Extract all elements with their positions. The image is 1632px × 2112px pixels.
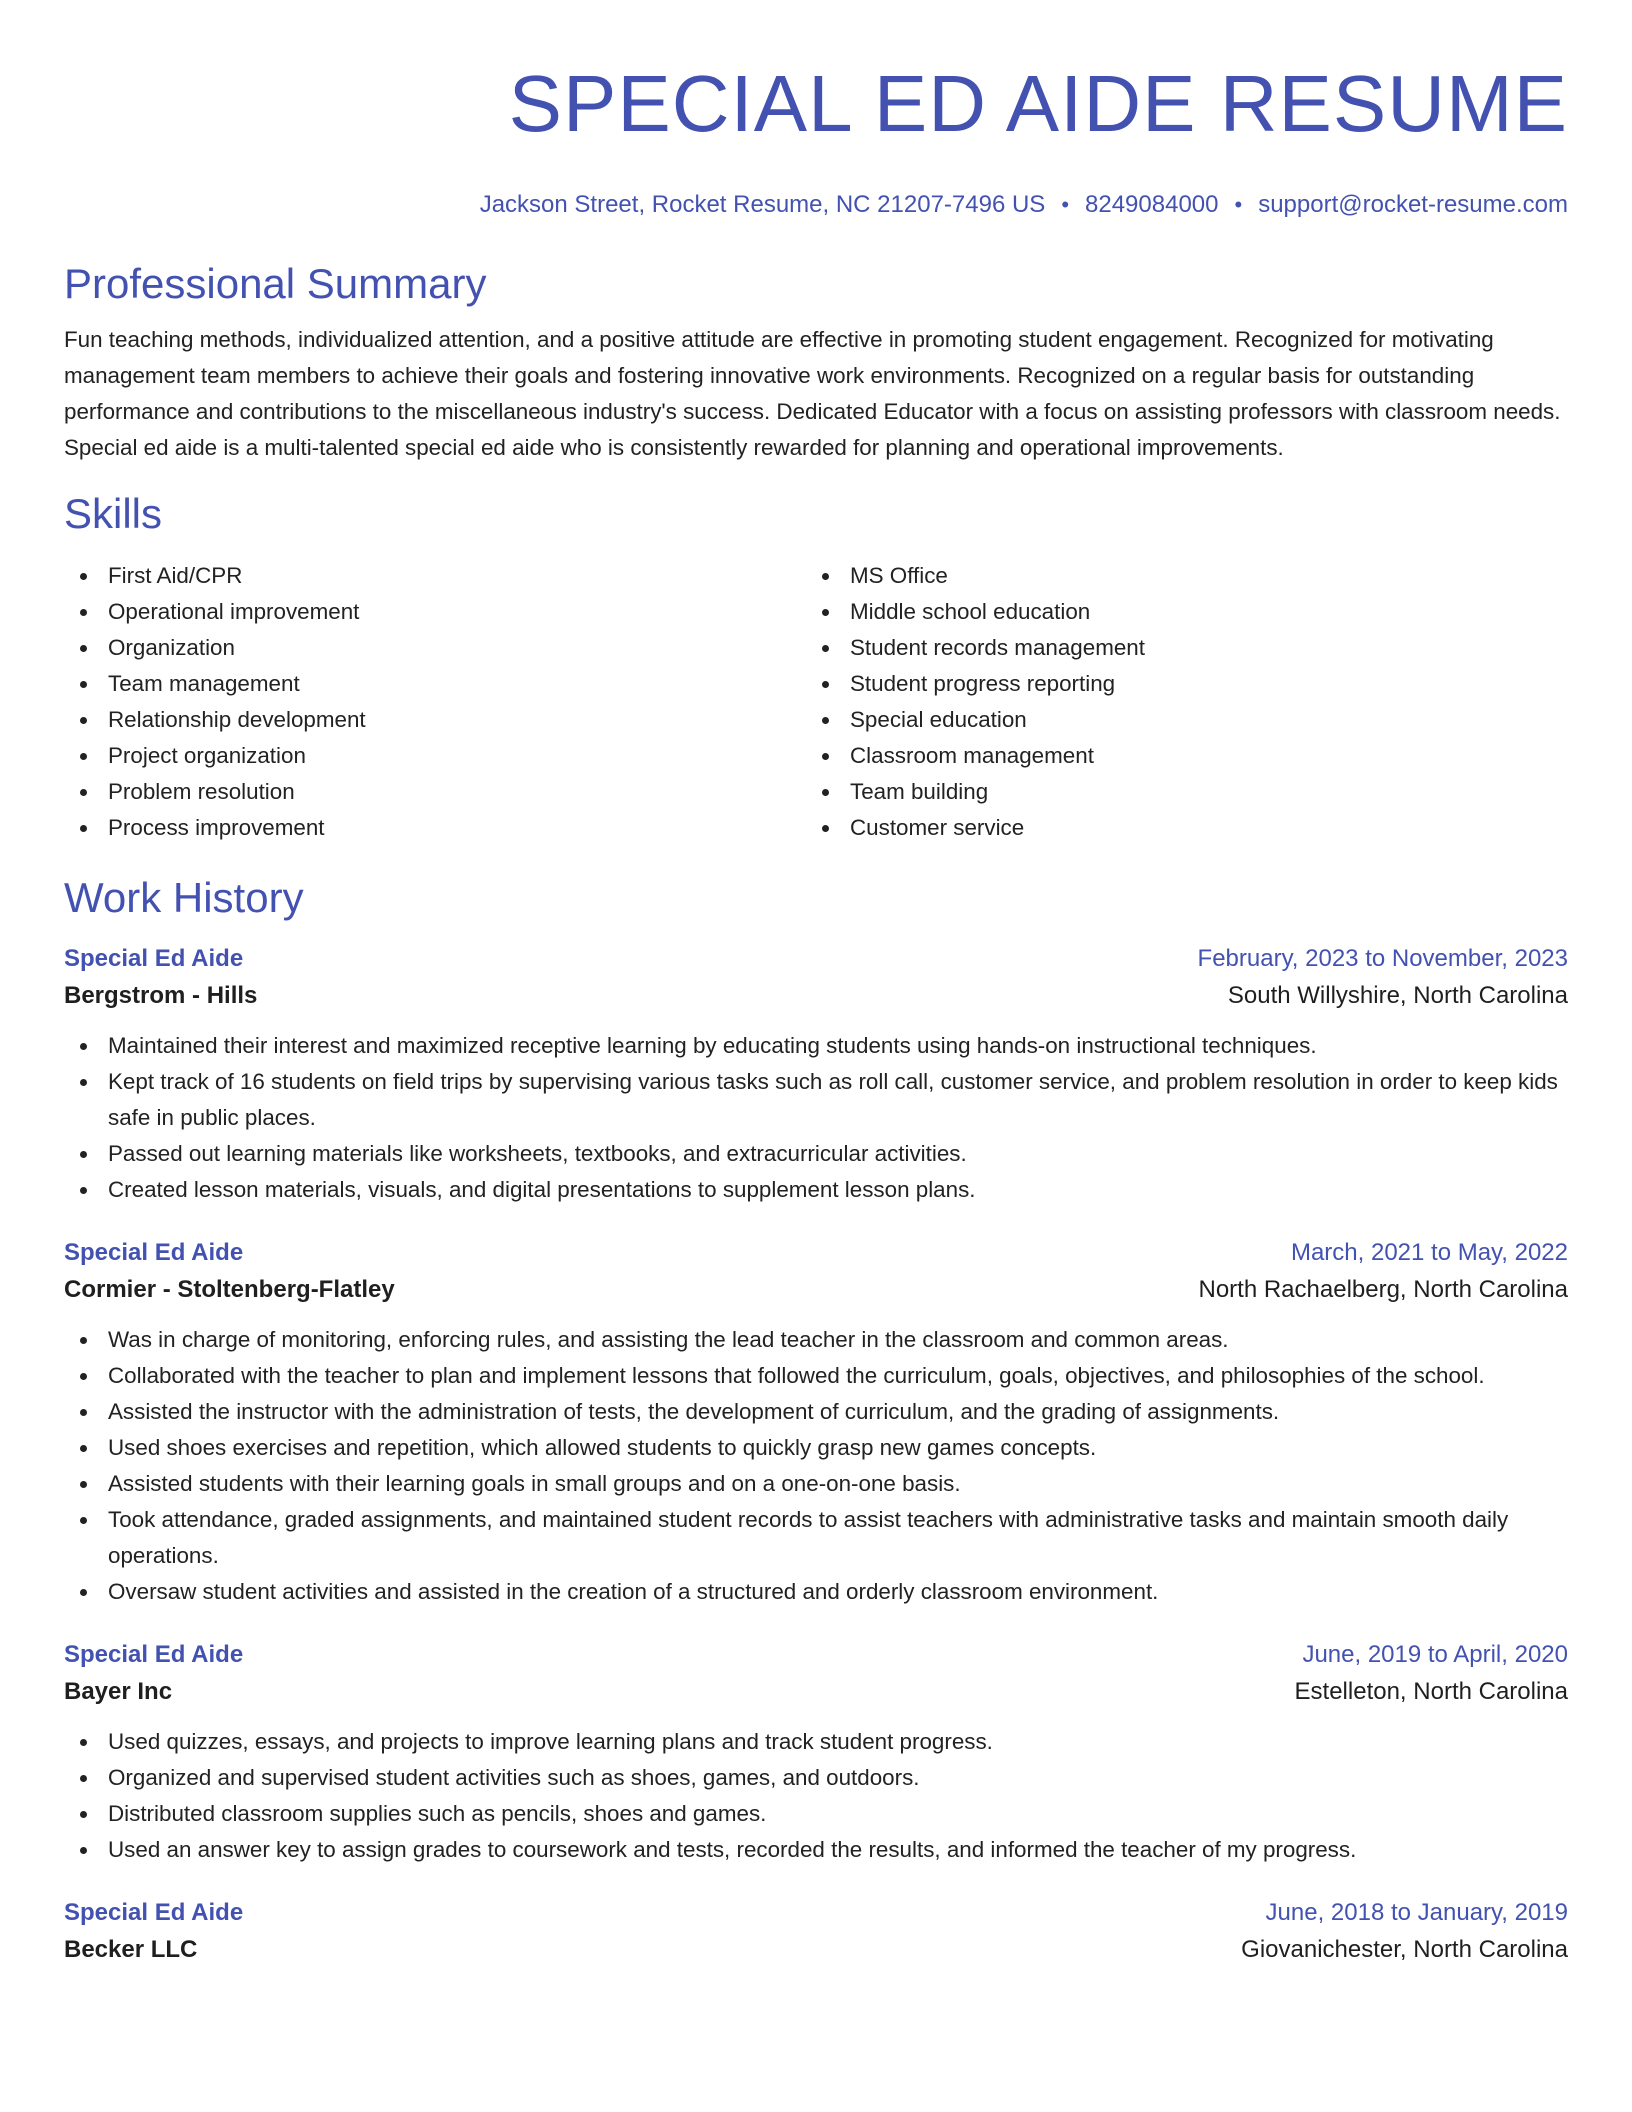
job-bullet: Kept track of 16 students on field trips by supervising various tasks such as roll call, customer service, and problem resolution in order to keep kids safe in public places.	[64, 1064, 1568, 1136]
job-dates: June, 2018 to January, 2019	[1265, 1899, 1568, 1926]
job-title: Special Ed Aide	[64, 1239, 244, 1266]
job-dates: March, 2021 to May, 2022	[1290, 1239, 1568, 1266]
work-history-list	[64, 942, 1568, 1970]
contact-separator: •	[1234, 192, 1243, 217]
job-bullet: Created lesson materials, visuals, and digital presentations to supplement lesson plans.	[64, 1172, 1568, 1208]
job-bullet: Used quizzes, essays, and projects to improve learning plans and track student progress.	[64, 1724, 1568, 1760]
job-bullet: Used an answer key to assign grades to coursework and tests, recorded the results, and informed the teacher of my progress.	[64, 1832, 1568, 1868]
job-bullet: Used shoes exercises and repetition, which allowed students to quickly grasp new games concepts.	[64, 1430, 1568, 1466]
job-title: Special Ed Aide	[64, 1899, 244, 1926]
summary-text: Fun teaching methods, individualized attention, and a positive attitude are effective in promoting student engagement. Recognized for motivating management team members to achieve their goals and fostering innovative work environments. Recognized on a regular basis for outstanding performance and contributions to the miscellaneous industry's success. Dedicated Educator with a focus on assisting professors with classroom needs. Special ed aide is a multi-talented special ed aide who is consistently rewarded for planning and operational improvements.	[64, 327, 1561, 460]
skill-item: Problem resolution	[64, 774, 806, 810]
job-bullet: Oversaw student activities and assisted in the creation of a structured and orderly classroom environment.	[64, 1574, 1568, 1610]
job-title: Special Ed Aide	[64, 945, 244, 972]
job-bullet: Took attendance, graded assignments, and maintained student records to assist teachers with administrative tasks and maintain smooth daily operations.	[64, 1502, 1568, 1574]
job-location: Giovanichester, North Carolina	[1241, 1936, 1568, 1963]
skill-item: Operational improvement	[64, 594, 806, 630]
work-history-heading: Work History	[64, 874, 304, 921]
job-company: Bergstrom - Hills	[64, 982, 258, 1009]
job-bullet: Distributed classroom supplies such as pencils, shoes and games.	[64, 1796, 1568, 1832]
job-bullet: Assisted students with their learning goals in small groups and on a one-on-one basis.	[64, 1466, 1568, 1502]
skill-item: Project organization	[64, 738, 806, 774]
skill-item: Special education	[806, 702, 1548, 738]
job-bullet: Collaborated with the teacher to plan and implement lessons that followed the curriculum, goals, objectives, and philosophies of the school.	[64, 1358, 1568, 1394]
skill-item: Classroom management	[806, 738, 1548, 774]
job-bullet: Was in charge of monitoring, enforcing rules, and assisting the lead teacher in the classroom and common areas.	[64, 1322, 1568, 1358]
job-location: South Willyshire, North Carolina	[1227, 982, 1568, 1009]
skill-item: Process improvement	[64, 810, 806, 846]
job-entry	[64, 1896, 1568, 1970]
skills-column-right	[806, 558, 1548, 846]
job-dates: February, 2023 to November, 2023	[1197, 945, 1568, 972]
contact-line	[64, 190, 1568, 220]
skill-item: MS Office	[806, 558, 1548, 594]
job-entry	[64, 1236, 1568, 1610]
skill-item: Team management	[64, 666, 806, 702]
job-location: Estelleton, North Carolina	[1294, 1678, 1568, 1705]
job-company: Cormier - Stoltenberg-Flatley	[64, 1276, 395, 1303]
skill-item: Team building	[806, 774, 1548, 810]
skill-item: Customer service	[806, 810, 1548, 846]
contact-address: Jackson Street, Rocket Resume, NC 21207-7496 US	[479, 191, 1046, 218]
resume-title: SPECIAL ED AIDE RESUME	[508, 59, 1568, 148]
job-entry	[64, 942, 1568, 1208]
job-company: Bayer Inc	[64, 1678, 173, 1705]
skill-item: Student records management	[806, 630, 1548, 666]
job-company: Becker LLC	[64, 1936, 198, 1963]
job-dates: June, 2019 to April, 2020	[1302, 1641, 1568, 1668]
skills-list	[64, 558, 1568, 846]
contact-email[interactable]: support@rocket-resume.com	[1258, 191, 1568, 218]
job-bullet: Assisted the instructor with the administration of tests, the development of curriculum, and the grading of assignments.	[64, 1394, 1568, 1430]
job-bullet: Maintained their interest and maximized receptive learning by educating students using hands-on instructional techniques.	[64, 1028, 1568, 1064]
skill-item: First Aid/CPR	[64, 558, 806, 594]
job-bullet: Passed out learning materials like worksheets, textbooks, and extracurricular activities.	[64, 1136, 1568, 1172]
job-bullets	[64, 1724, 1568, 1868]
skill-item: Student progress reporting	[806, 666, 1548, 702]
skill-item: Organization	[64, 630, 806, 666]
job-bullets	[64, 1028, 1568, 1208]
job-entry	[64, 1638, 1568, 1868]
job-location: North Rachaelberg, North Carolina	[1198, 1276, 1568, 1303]
job-bullets	[64, 1322, 1568, 1610]
summary-heading: Professional Summary	[64, 260, 487, 307]
skill-item: Relationship development	[64, 702, 806, 738]
job-bullet: Organized and supervised student activities such as shoes, games, and outdoors.	[64, 1760, 1568, 1796]
skill-item: Middle school education	[806, 594, 1548, 630]
contact-phone: 8249084000	[1085, 191, 1219, 218]
contact-separator: •	[1061, 192, 1070, 217]
skills-column-left	[64, 558, 806, 846]
skills-heading: Skills	[64, 490, 163, 537]
resume-page	[64, 0, 1568, 1970]
job-title: Special Ed Aide	[64, 1641, 244, 1668]
